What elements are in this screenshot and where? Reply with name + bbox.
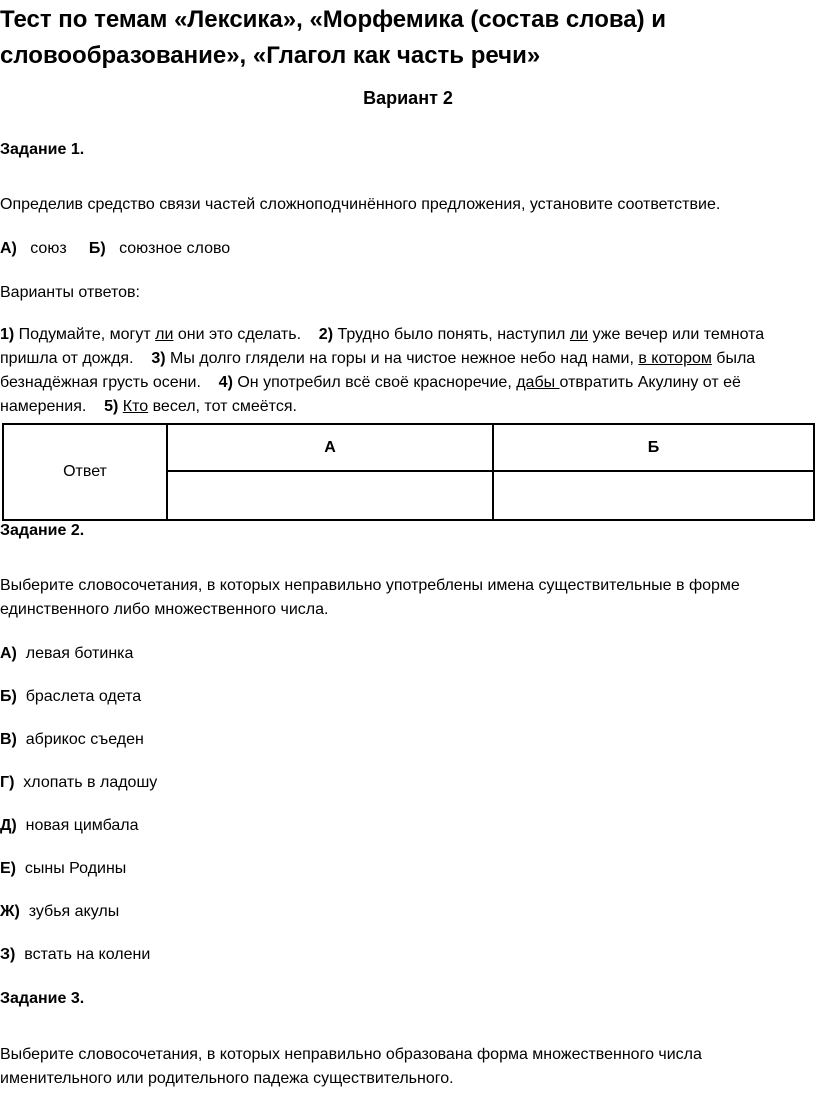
sentence2-post: уже вечер или темнота пришла от дождя. [0, 326, 765, 367]
answer-column-a-header: А [167, 424, 493, 471]
answer-row-label: Ответ [3, 424, 167, 520]
option-a-letter: А) [0, 240, 17, 257]
sentence1-post: они это сделать. [173, 326, 302, 343]
item-text: зубья акулы [28, 903, 120, 920]
sentence4-number: 4) [218, 374, 233, 391]
task3-instruction: Выберите словосочетания, в которых неправильно образована форма множественного числа именительного или родительного падежа существительного. [0, 1046, 702, 1087]
list-item [0, 860, 126, 878]
sentence3-underlined: в котором [638, 350, 712, 367]
sentence5-number: 5) [104, 398, 119, 415]
item-text: сыны Родины [24, 860, 127, 877]
answer-cell-b[interactable] [493, 471, 814, 520]
list-item [0, 774, 157, 792]
item-letter: Д) [0, 817, 17, 834]
sentence1-number: 1) [0, 326, 15, 343]
list-item [0, 946, 150, 964]
task3-heading: Задание 3. [0, 990, 85, 1007]
item-letter: З) [0, 946, 16, 963]
task1-options [0, 240, 230, 258]
item-text: левая ботинка [25, 645, 134, 662]
sentence3-pre: Мы долго глядели на горы и на чистое нежное небо над нами, [165, 350, 639, 367]
task2-heading: Задание 2. [0, 522, 85, 539]
list-item [0, 688, 141, 706]
list-item [0, 903, 119, 921]
sentence2-underlined: ли [569, 326, 589, 343]
sentence4-underlined: дабы [516, 374, 560, 391]
sentence3-number: 3) [151, 350, 166, 367]
item-letter: Ж) [0, 903, 20, 920]
sentence5-underlined: Кто [122, 398, 149, 415]
list-item [0, 645, 133, 663]
sentence5-post: весел, тот смеётся. [148, 398, 297, 415]
sentence2-pre: Трудно было понять, наступил [333, 326, 570, 343]
item-text: встать на колени [24, 946, 151, 963]
task1-heading: Задание 1. [0, 141, 85, 158]
sentence1-pre: Подумайте, могут [14, 326, 156, 343]
task1-instruction: Определив средство связи частей сложноподчинённого предложения, установите соответствие. [0, 196, 721, 213]
item-letter: Г) [0, 774, 15, 791]
sentence2-number: 2) [318, 326, 334, 343]
answers-label: Варианты ответов: [0, 284, 140, 301]
item-text: браслета одета [25, 688, 142, 705]
item-letter: Е) [0, 860, 16, 877]
option-b-text: союзное слово [119, 240, 231, 257]
sentence1-underlined: ли [155, 326, 174, 343]
list-item [0, 817, 139, 835]
item-text: новая цимбала [25, 817, 139, 834]
task1-sentences [0, 323, 790, 419]
sentence4-pre: Он употребил всё своё красноречие, [232, 374, 517, 391]
page-title: Тест по темам «Лексика», «Морфемика (состав слова) и словообразование», «Глагол как часть речи» [0, 6, 667, 69]
variant-heading: Вариант 2 [363, 88, 453, 108]
task2-instruction: Выберите словосочетания, в которых неправильно употреблены имена существительные в форме единственного либо множественного числа. [0, 577, 740, 618]
list-item [0, 731, 144, 749]
item-text: хлопать в ладошу [23, 774, 158, 791]
answer-cell-a[interactable] [167, 471, 493, 520]
option-b-letter: Б) [88, 240, 106, 257]
item-letter: Б) [0, 688, 17, 705]
item-letter: А) [0, 645, 17, 662]
sentence4-post: отвратить Акулину от её намерения. [0, 374, 741, 415]
option-a-text: союз [30, 240, 67, 257]
item-letter: В) [0, 731, 17, 748]
item-text: абрикос съеден [25, 731, 144, 748]
answer-column-b-header: Б [493, 424, 814, 471]
sentence3-post: была безнадёжная грусть осени. [0, 350, 756, 391]
answer-table [2, 423, 815, 521]
